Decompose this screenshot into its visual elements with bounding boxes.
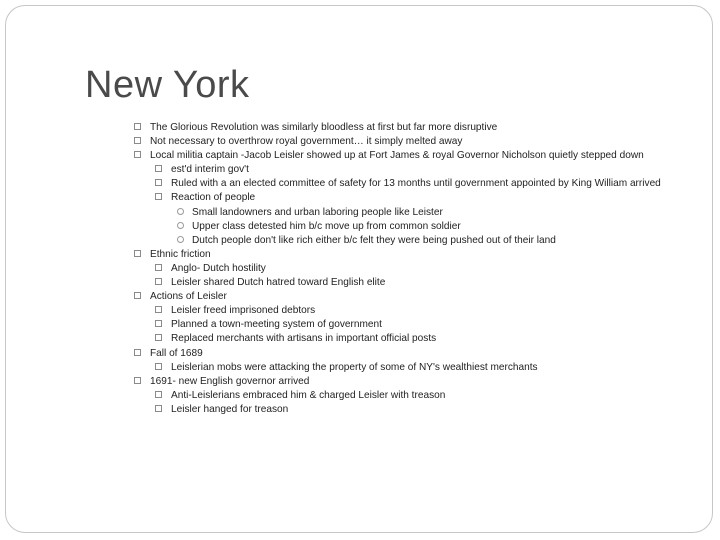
- bullet-item: [134, 263, 674, 274]
- bullet-text: Small landowners and urban laboring people like Leister: [192, 206, 443, 218]
- circle-bullet-icon: [177, 222, 184, 229]
- bullet-text: Not necessary to overthrow royal government… it simply melted away: [150, 136, 463, 148]
- bullet-item: [134, 333, 674, 344]
- bullet-text: Ethnic friction: [150, 248, 211, 260]
- square-bullet-icon: [155, 363, 162, 370]
- bullet-text: Leislerian mobs were attacking the property of some of NY's wealthiest merchants: [171, 361, 538, 373]
- bullet-item: [134, 376, 674, 387]
- bullet-item: [134, 207, 674, 218]
- bullet-text: Ruled with a an elected committee of safety for 13 months until government appointed by King William arrived: [171, 178, 661, 190]
- bullet-item: [134, 319, 674, 330]
- bullet-item: [134, 390, 674, 401]
- bullet-item: [134, 305, 674, 316]
- bullet-text: Upper class detested him b/c move up from common soldier: [192, 220, 461, 232]
- bullet-text: Local militia captain -Jacob Leisler showed up at Fort James & royal Governor Nicholson quietly stepped down: [150, 150, 644, 162]
- bullet-item: [134, 291, 674, 302]
- square-bullet-icon: [155, 264, 162, 271]
- bullet-item: [134, 362, 674, 373]
- bullet-item: [134, 150, 674, 161]
- square-bullet-icon: [134, 137, 141, 144]
- circle-bullet-icon: [177, 236, 184, 243]
- square-bullet-icon: [134, 151, 141, 158]
- square-bullet-icon: [155, 405, 162, 412]
- square-bullet-icon: [155, 334, 162, 341]
- square-bullet-icon: [134, 377, 141, 384]
- square-bullet-icon: [134, 250, 141, 257]
- bullet-item: [134, 235, 674, 246]
- square-bullet-icon: [134, 349, 141, 356]
- bullet-item: [134, 348, 674, 359]
- square-bullet-icon: [155, 193, 162, 200]
- bullet-text: Planned a town-meeting system of government: [171, 319, 382, 331]
- slide: [5, 5, 713, 533]
- square-bullet-icon: [155, 320, 162, 327]
- circle-bullet-icon: [177, 208, 184, 215]
- bullet-item: [134, 249, 674, 260]
- square-bullet-icon: [155, 278, 162, 285]
- square-bullet-icon: [155, 391, 162, 398]
- bullet-item: [134, 122, 674, 133]
- bullet-text: Leisler hanged for treason: [171, 403, 289, 415]
- bullet-item: [134, 178, 674, 189]
- bullet-text: Anglo- Dutch hostility: [171, 262, 266, 274]
- bullet-item: [134, 164, 674, 175]
- bullet-text: 1691- new English governor arrived: [150, 375, 310, 387]
- bullet-list: [134, 122, 674, 418]
- bullet-item: [134, 192, 674, 203]
- bullet-item: [134, 136, 674, 147]
- bullet-text: Reaction of people: [171, 192, 256, 204]
- bullet-text: Fall of 1689: [150, 347, 203, 359]
- bullet-item: [134, 277, 674, 288]
- bullet-item: [134, 221, 674, 232]
- bullet-text: Leisler shared Dutch hatred toward English elite: [171, 277, 386, 289]
- bullet-text: Replaced merchants with artisans in important official posts: [171, 333, 437, 345]
- bullet-text: Anti-Leislerians embraced him & charged Leisler with treason: [171, 389, 446, 401]
- square-bullet-icon: [155, 306, 162, 313]
- square-bullet-icon: [134, 292, 141, 299]
- bullet-text: est'd interim gov't: [171, 164, 249, 176]
- bullet-text: Leisler freed imprisoned debtors: [171, 305, 316, 317]
- square-bullet-icon: [155, 179, 162, 186]
- bullet-text: Actions of Leisler: [150, 291, 227, 303]
- bullet-text: Dutch people don't like rich either b/c felt they were being pushed out of their land: [192, 234, 556, 246]
- bullet-text: The Glorious Revolution was similarly bloodless at first but far more disruptive: [150, 122, 498, 133]
- bullet-item: [134, 404, 674, 415]
- square-bullet-icon: [155, 165, 162, 172]
- slide-title: New York: [85, 64, 250, 106]
- square-bullet-icon: [134, 123, 141, 130]
